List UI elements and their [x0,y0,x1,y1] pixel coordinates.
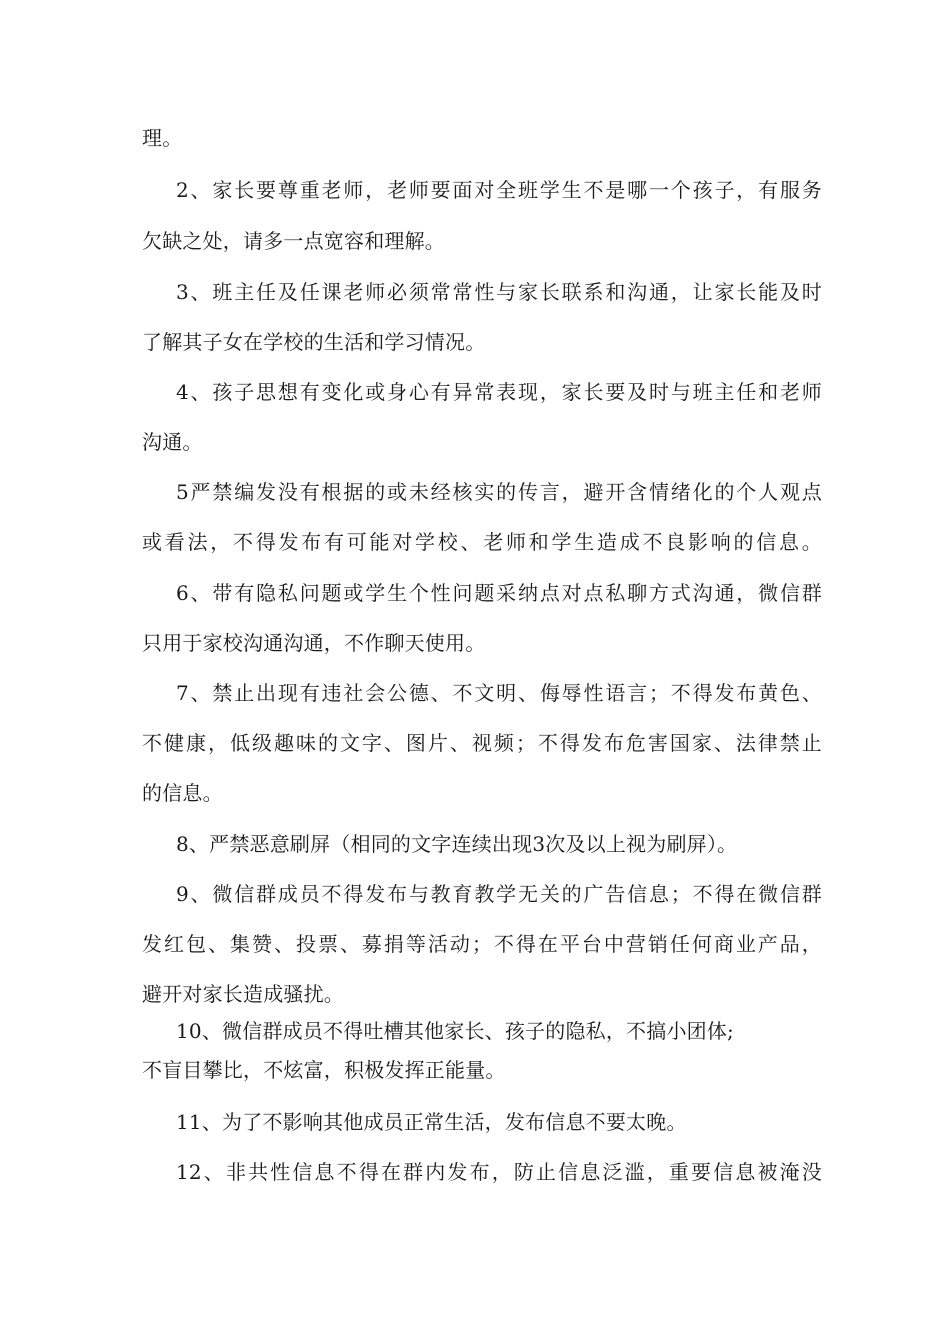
text-line: 发红包、集赞、投票、募捐等活动；不得在平台中营销任何商业产品， [142,932,822,956]
text-line: 不盲目攀比，不炫富，积极发挥正能量。 [142,1058,506,1082]
text-line: 8、严禁恶意刷屏（相同的文字连续出现3次及以上视为刷屏）。 [176,832,738,856]
text-line: 6、带有隐私问题或学生个性问题采纳点对点私聊方式沟通，微信群 [176,581,822,605]
text-line: 的信息。 [142,781,223,805]
text-line: 了解其子女在学校的生活和学习情况。 [142,330,486,354]
text-line: 10、微信群成员不得吐槽其他家长、孩子的隐私，不搞小团体; [176,1019,734,1043]
text-line: 11、为了不影响其他成员正常生活，发布信息不要太晚。 [176,1110,687,1134]
text-line: 4、孩子思想有变化或身心有异常表现，家长要及时与班主任和老师 [176,380,822,404]
text-line: 沟通。 [142,430,203,454]
text-line: 5严禁编发没有根据的或未经核实的传言，避开含情绪化的个人观点 [176,480,822,504]
text-line: 3、班主任及任课老师必须常常性与家长联系和沟通，让家长能及时 [176,280,822,304]
text-line: 7、禁止出现有违社会公德、不文明、侮辱性语言；不得发布黄色、 [176,681,822,705]
text-line: 只用于家校沟通沟通，不作聊天使用。 [142,631,486,655]
text-line: 9、微信群成员不得发布与教育教学无关的广告信息；不得在微信群 [176,882,822,906]
text-line: 2、家长要尊重老师，老师要面对全班学生不是哪一个孩子，有服务 [176,178,822,202]
text-line: 或看法，不得发布有可能对学校、老师和学生造成不良影响的信息。 [142,530,822,554]
text-line: 避开对家长造成骚扰。 [142,982,344,1006]
text-line: 欠缺之处，请多一点宽容和理解。 [142,229,445,253]
text-line: 不健康，低级趣味的文字、图片、视频；不得发布危害国家、法律禁止 [142,731,822,755]
text-line: 理。 [142,126,183,150]
text-line: 12、非共性信息不得在群内发布，防止信息泛滥，重要信息被淹没 [176,1160,822,1184]
